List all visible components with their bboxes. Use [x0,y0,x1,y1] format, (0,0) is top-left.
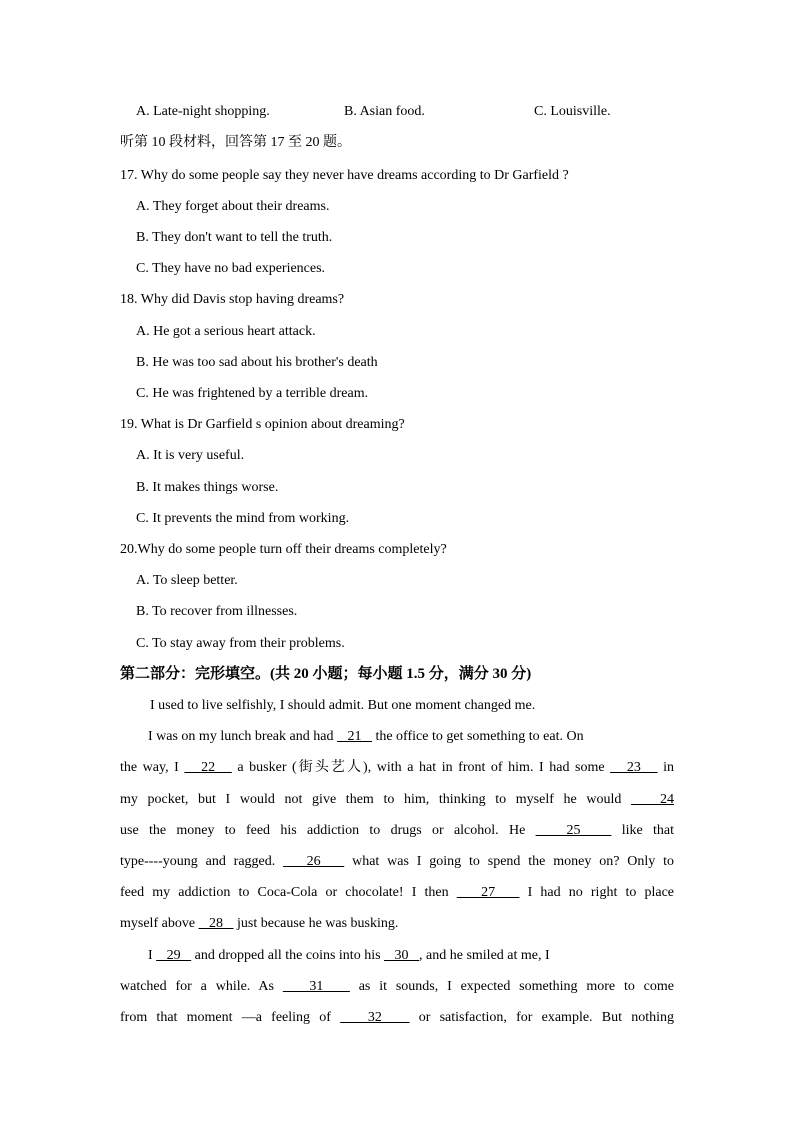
q16-option-b: B. Asian food. [344,104,425,119]
blank-22: 22 [184,760,232,775]
section-note: 听第 10 段材料，回答第 17 至 20 题。 [120,135,351,150]
blank-27: 27 [456,885,520,900]
passage-line: feed my addiction to Coca-Cola or chocolate! I then 27 I had no right to place [120,885,675,900]
passage-line: from that moment —a feeling of 32 or satisfaction, for example. But nothing [120,1010,674,1025]
blank-23: 23 [610,760,658,775]
passage-line: the way, I 22 a busker (街头艺人), with a hat in front of him. I had some 23 in [120,760,675,775]
question-18-option-c: C. He was frightened by a terrible dream. [136,386,369,401]
blank-32: 32 [340,1010,410,1025]
question-17-option-a: A. They forget about their dreams. [136,199,330,214]
passage-line: use the money to feed his addiction to drugs or alcohol. He 25 like that [120,823,674,838]
blank-21: 21 [336,729,372,744]
blank-28: 28 [198,916,234,931]
passage-line: I was on my lunch break and had 21 the office to get something to eat. On [148,729,584,744]
passage-line: watched for a while. As 31 as it sounds, I expected something more to come [120,979,674,994]
blank-31: 31 [282,979,350,994]
question-19-option-a: A. It is very useful. [136,448,245,463]
question-19-option-c: C. It prevents the mind from working. [136,511,350,526]
question-19-stem: 19. What is Dr Garfield s opinion about dreaming? [120,417,405,432]
blank-26: 26 [283,854,345,869]
question-18-option-b: B. He was too sad about his brother's death [136,355,378,370]
question-20-stem: 20.Why do some people turn off their dreams completely? [120,542,447,557]
q16-option-a: A. Late-night shopping. [136,104,270,119]
question-17-option-b: B. They don't want to tell the truth. [136,230,333,245]
question-19-option-b: B. It makes things worse. [136,480,279,495]
question-20-option-b: B. To recover from illnesses. [136,604,298,619]
question-17-stem: 17. Why do some people say they never have dreams according to Dr Garfield ? [120,168,569,183]
question-18-stem: 18. Why did Davis stop having dreams? [120,292,345,307]
question-20-option-c: C. To stay away from their problems. [136,636,345,651]
blank-30: 30 [384,948,420,963]
passage-paragraph-1: I used to live selfishly, I should admit. But one moment changed me. [150,698,536,713]
question-18-option-a: A. He got a serious heart attack. [136,324,316,339]
blank-25: 25 [535,823,612,838]
passage-line: I 29 and dropped all the coins into his 30 , and he smiled at me, I [148,948,550,963]
passage-line: type----young and ragged. 26 what was I going to spend the money on? Only to [120,854,675,869]
blank-24: 24 [631,792,674,807]
q16-options-row [136,104,656,122]
part2-heading: 第二部分：完形填空。(共 20 小题；每小题 1.5 分，满分 30 分) [120,666,532,682]
blank-29: 29 [156,948,192,963]
q16-option-c: C. Louisville. [534,104,611,119]
passage-line: my pocket, but I would not give them to him, thinking to myself he would 24 [120,792,674,807]
question-20-option-a: A. To sleep better. [136,573,238,588]
question-17-option-c: C. They have no bad experiences. [136,261,326,276]
passage-line: myself above 28 just because he was busking. [120,916,399,931]
